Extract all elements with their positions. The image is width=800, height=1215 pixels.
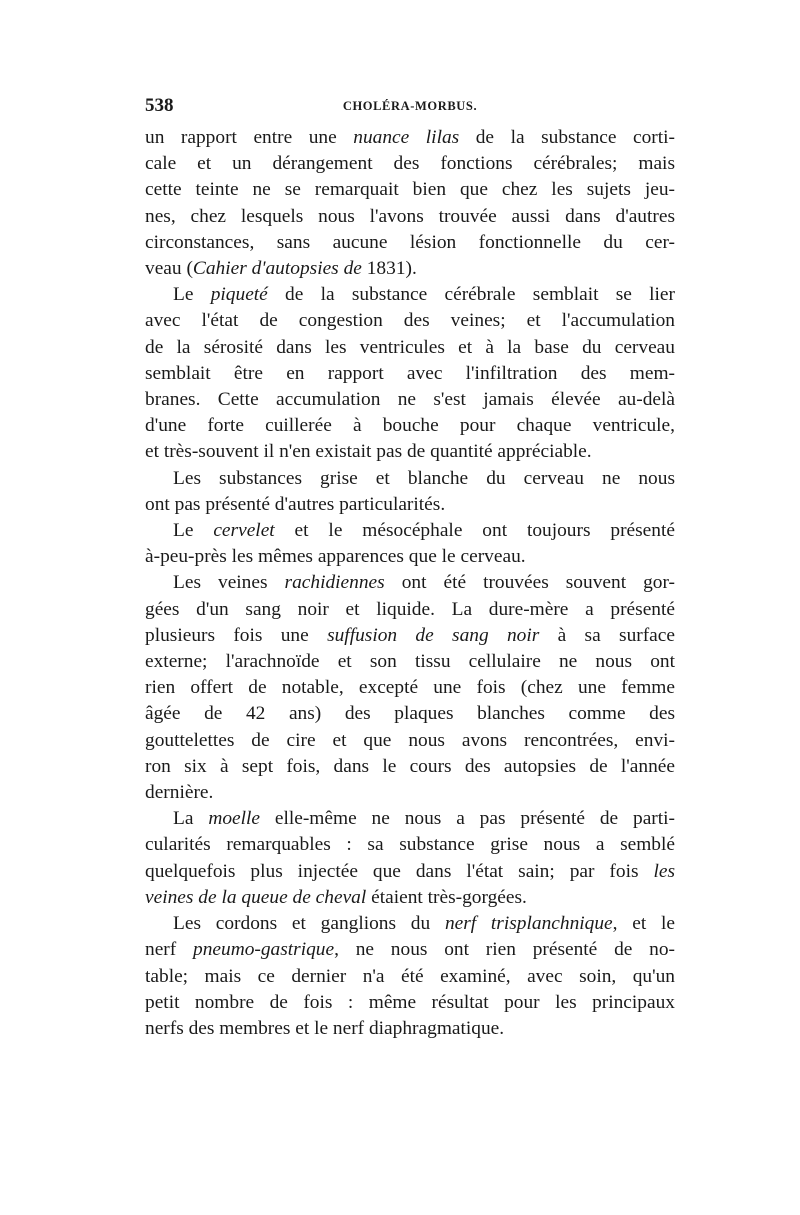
text-line xyxy=(145,282,675,308)
text-run: cularités remarquables : sa substance grise nous a semblé xyxy=(145,834,675,856)
text-run: dernière. xyxy=(145,782,214,804)
text-run: elle-même ne nous a pas présenté de parti- xyxy=(260,808,675,830)
text-run: de la substance cérébrale semblait se lier xyxy=(267,284,675,306)
text-run: branes. Cette accumulation ne s'est jamais élevée au-delà xyxy=(145,389,675,411)
text-run: âgée de 42 ans) des plaques blanches comme des xyxy=(145,703,675,725)
text-line xyxy=(145,518,675,544)
text-run: à sa surface xyxy=(539,624,675,646)
text-line xyxy=(145,544,675,570)
text-run: plusieurs fois une xyxy=(145,624,328,646)
text-run: circonstances, sans aucune lésion fonctionnelle du cer- xyxy=(145,231,675,253)
italic-text-run: rachidiennes xyxy=(284,572,385,594)
text-run: rien offert de notable, excepté une fois (chez une femme xyxy=(145,677,675,699)
text-line xyxy=(145,387,675,413)
text-line xyxy=(145,675,675,701)
text-run: table; mais ce dernier n'a été examiné, avec soin, qu'un xyxy=(145,965,675,987)
paragraph xyxy=(145,125,675,282)
text-run: Les cordons et ganglions du xyxy=(173,913,445,935)
text-run: gouttelettes de cire et que nous avons rencontrées, envi- xyxy=(145,729,675,751)
italic-text-run: piqueté xyxy=(210,284,268,306)
text-line xyxy=(145,728,675,754)
text-line xyxy=(145,492,675,518)
text-run: semblait être en rapport avec l'infiltration des mem- xyxy=(145,362,675,384)
text-run: à-peu-près les mêmes apparences que le cerveau. xyxy=(145,546,526,568)
text-run: 1831). xyxy=(361,258,417,280)
italic-text-run: veines de la queue de cheval xyxy=(145,886,367,908)
text-run: nerfs des membres et le nerf diaphragmatique. xyxy=(145,1017,505,1039)
text-run: étaient très-gorgées. xyxy=(366,886,527,908)
text-line xyxy=(145,859,675,885)
text-run: , et le xyxy=(612,913,675,935)
text-line xyxy=(145,256,675,282)
text-line xyxy=(145,151,675,177)
text-line xyxy=(145,204,675,230)
paragraph xyxy=(145,466,675,518)
text-line xyxy=(145,911,675,937)
italic-text-run: moelle xyxy=(208,808,260,830)
text-line xyxy=(145,701,675,727)
text-run: Les substances grise et blanche du cerveau ne nous xyxy=(173,467,675,489)
text-line xyxy=(145,806,675,832)
text-run: petit nombre de fois : même résultat pour les principaux xyxy=(145,991,675,1013)
paragraph xyxy=(145,806,675,911)
text-line xyxy=(145,177,675,203)
body-text xyxy=(145,125,675,1042)
text-run: de la sérosité dans les ventricules et à la base du cerveau xyxy=(145,336,675,358)
text-line xyxy=(145,885,675,911)
text-run: d'une forte cuillerée à bouche pour chaque ventricule, xyxy=(145,415,675,437)
text-run: externe; l'arachnoïde et son tissu cellulaire ne nous ont xyxy=(145,651,675,673)
text-run: cette teinte ne se remarquait bien que chez les sujets jeu- xyxy=(145,179,675,201)
text-run: , ne nous ont rien présenté de no- xyxy=(334,939,675,961)
text-line xyxy=(145,335,675,361)
text-run: gées d'un sang noir et liquide. La dure-mère a présenté xyxy=(145,598,675,620)
text-line xyxy=(145,361,675,387)
italic-text-run: cervelet xyxy=(213,520,275,542)
text-run: Les veines xyxy=(173,572,285,594)
italic-text-run: suffusion de sang noir xyxy=(327,624,540,646)
text-line xyxy=(145,754,675,780)
italic-text-run: nuance lilas xyxy=(353,127,460,148)
text-run: Le xyxy=(173,520,214,542)
text-run: La xyxy=(173,808,209,830)
text-line xyxy=(145,937,675,963)
text-run: un rapport entre une xyxy=(145,127,354,148)
text-run: ont pas présenté d'autres particularités. xyxy=(145,493,446,515)
text-line xyxy=(145,413,675,439)
text-line xyxy=(145,623,675,649)
text-line xyxy=(145,597,675,623)
text-line xyxy=(145,439,675,465)
italic-text-run: les xyxy=(653,860,675,882)
text-line xyxy=(145,1016,675,1042)
paragraph xyxy=(145,518,675,570)
text-line xyxy=(145,964,675,990)
text-line xyxy=(145,832,675,858)
text-run: Le xyxy=(173,284,211,306)
page-number: 538 xyxy=(145,95,174,116)
page-header xyxy=(145,95,675,119)
text-run: et le mésocéphale ont toujours présenté xyxy=(274,520,675,542)
text-line xyxy=(145,125,675,151)
text-line xyxy=(145,230,675,256)
text-line xyxy=(145,466,675,492)
text-line xyxy=(145,570,675,596)
text-line xyxy=(145,308,675,334)
text-run: cale et un dérangement des fonctions cérébrales; mais xyxy=(145,153,675,175)
italic-text-run: pneumo-gastrique xyxy=(193,939,335,961)
text-run: nes, chez lesquels nous l'avons trouvée aussi dans d'autres xyxy=(145,205,675,227)
text-line xyxy=(145,780,675,806)
italic-text-run: Cahier d'autopsies de xyxy=(192,258,362,280)
text-run: et très-souvent il n'en existait pas de quantité appréciable. xyxy=(145,441,592,463)
paragraph xyxy=(145,282,675,465)
text-line xyxy=(145,990,675,1016)
text-run: nerf xyxy=(145,939,193,961)
running-title: CHOLÉRA-MORBUS. xyxy=(342,99,478,113)
text-run: ron six à sept fois, dans le cours des autopsies de l'année xyxy=(145,755,675,777)
paragraph xyxy=(145,911,675,1042)
text-run: de la substance corti- xyxy=(459,127,676,148)
text-run: ont été trouvées souvent gor- xyxy=(384,572,675,594)
text-run: quelquefois plus injectée que dans l'état sain; par fois xyxy=(145,860,654,882)
text-run: veau ( xyxy=(145,258,193,280)
text-run: avec l'état de congestion des veines; et l'accumulation xyxy=(145,310,675,332)
paragraph xyxy=(145,570,675,806)
italic-text-run: nerf trisplanchnique xyxy=(444,913,613,935)
text-line xyxy=(145,649,675,675)
book-page xyxy=(145,95,675,1042)
